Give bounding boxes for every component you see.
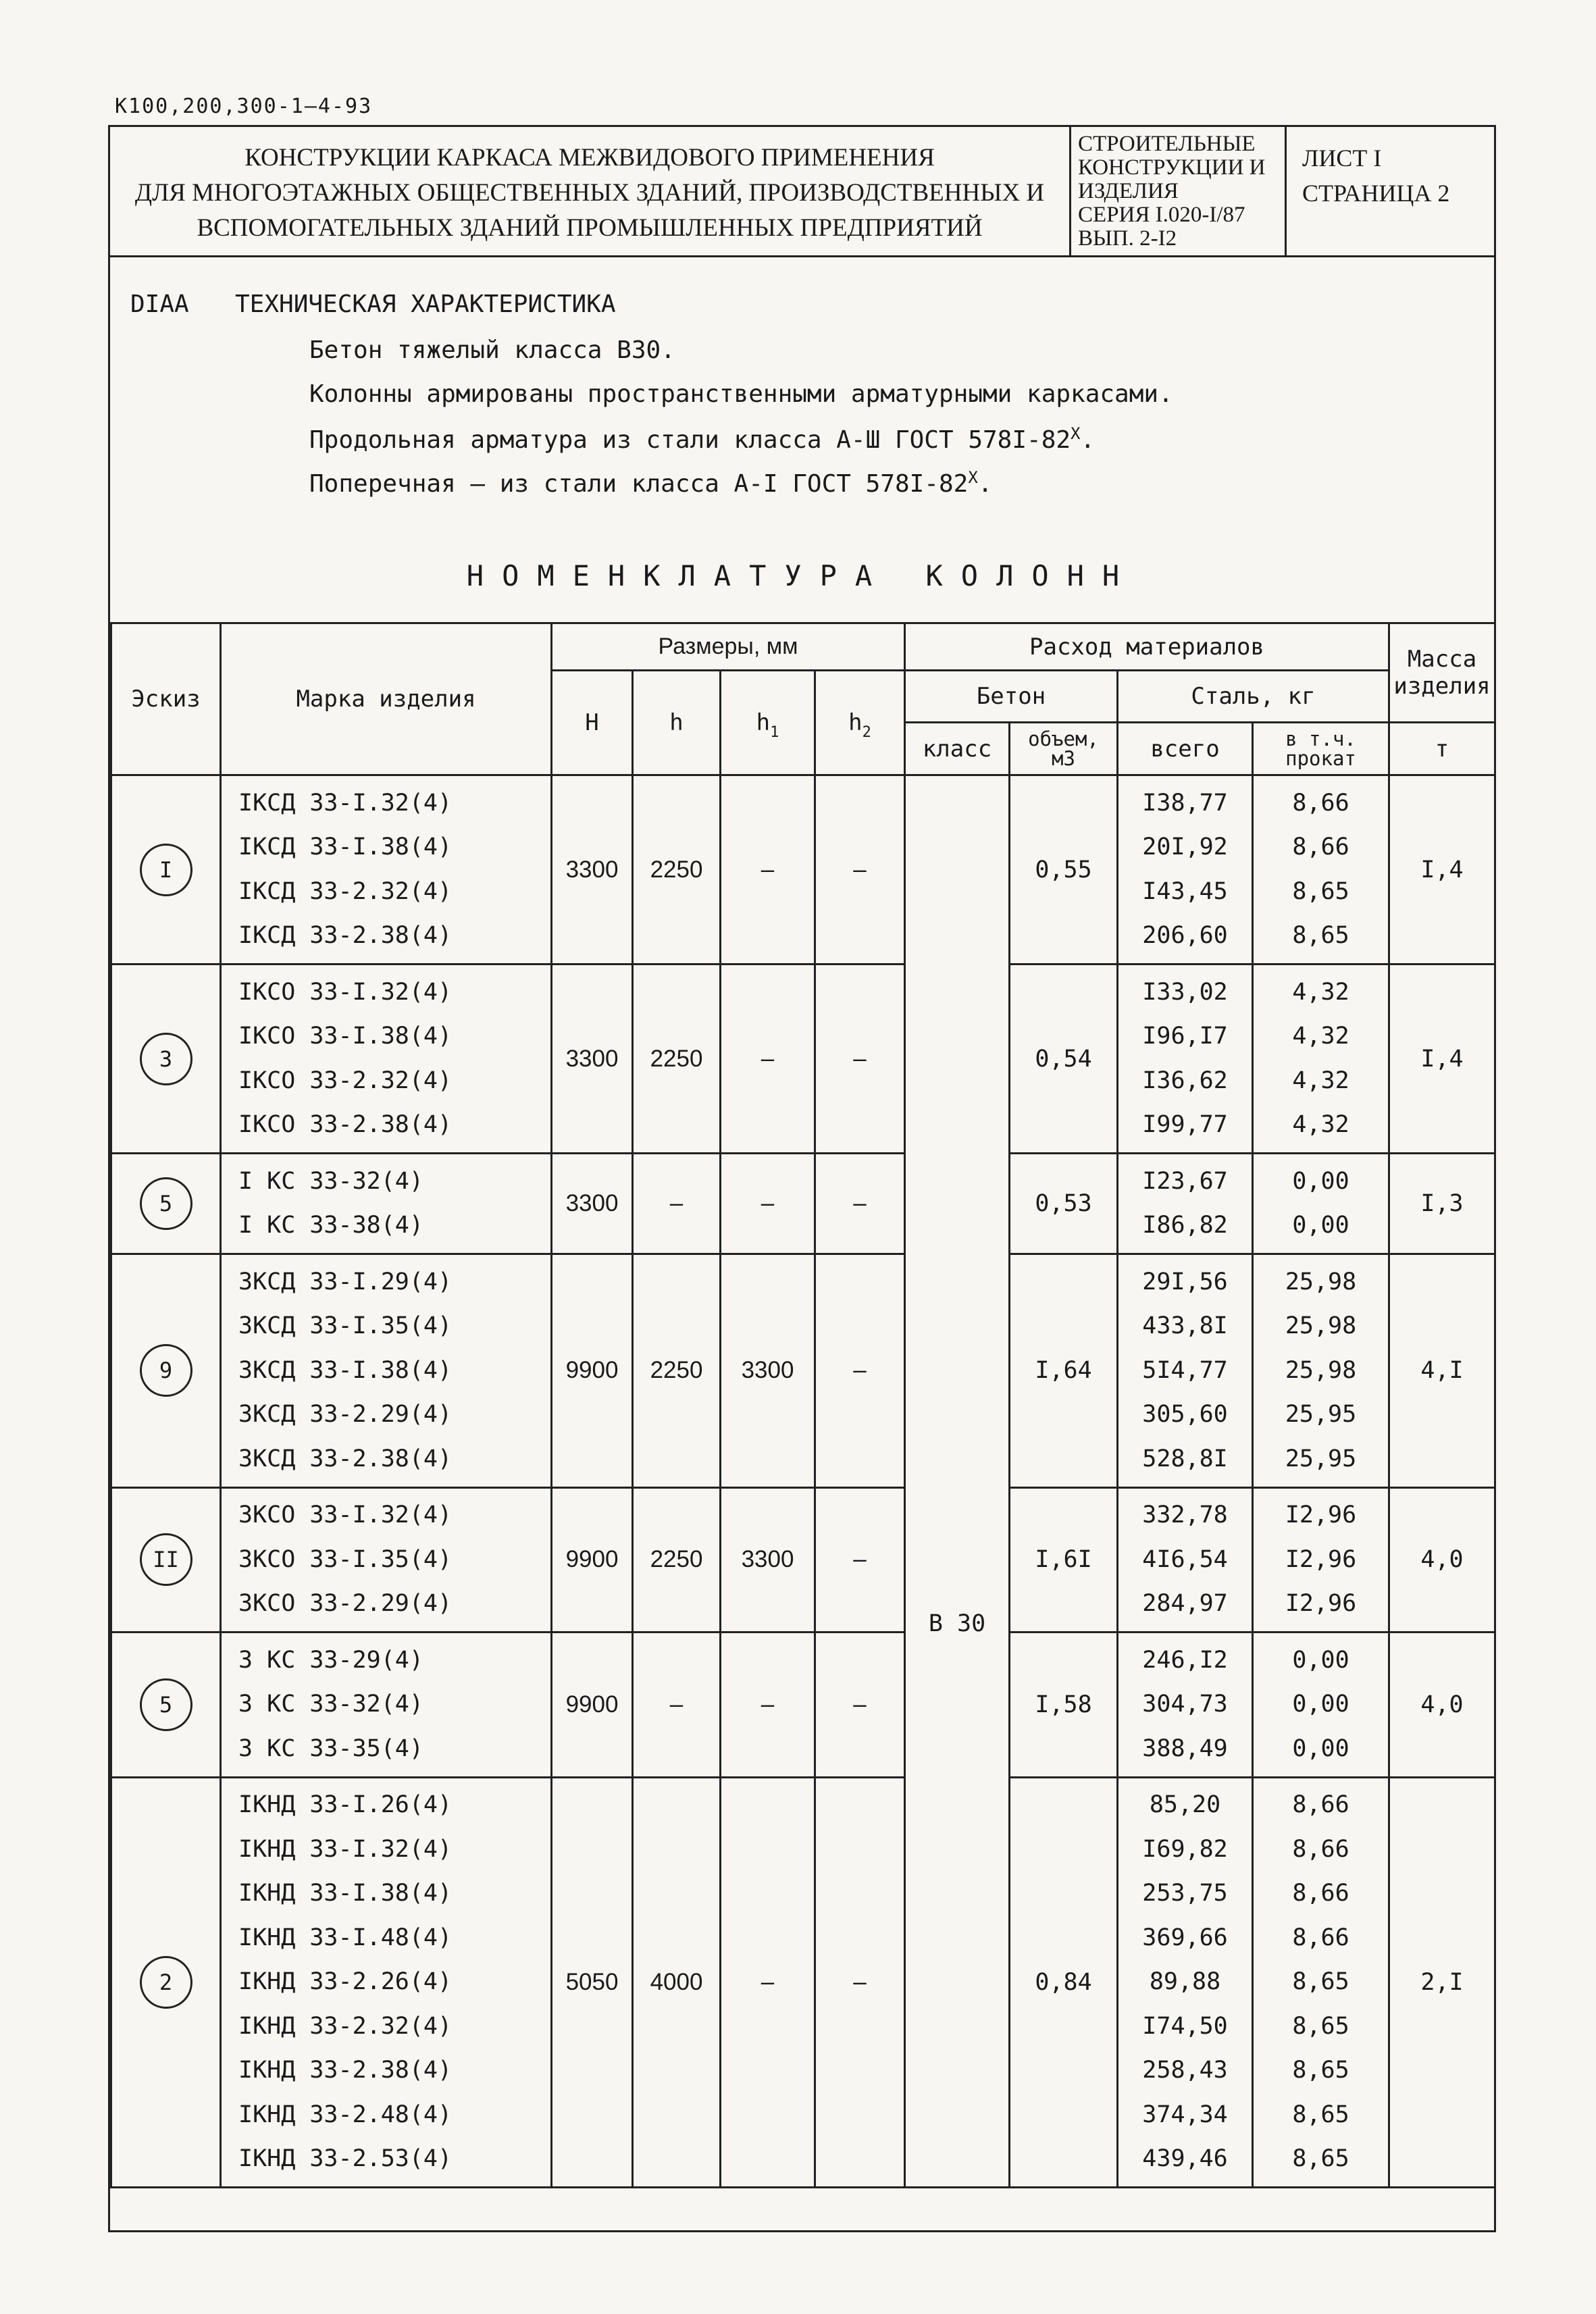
sheet-info <box>1302 140 1449 211</box>
steel-total: I36,62 <box>1142 1066 1228 1094</box>
concrete-volume: I,64 <box>1010 1254 1118 1488</box>
dim-h1: – <box>721 1777 815 2188</box>
steel-total-list <box>1118 1783 1252 2182</box>
concrete-volume: 0,54 <box>1010 965 1118 1154</box>
steel-rolled: 8,65 <box>1292 2057 1349 2084</box>
steel-total: 305,60 <box>1142 1401 1228 1428</box>
product-mark: 3КСД 33-I.35(4) <box>238 1312 453 1339</box>
product-mark: IКСО 33-I.32(4) <box>238 978 453 1006</box>
steel-total: 206,60 <box>1142 922 1228 949</box>
steel-rolled: 0,00 <box>1292 1646 1349 1674</box>
superscript: X <box>1071 424 1081 443</box>
steel-rolled-list <box>1254 971 1388 1148</box>
subscript: 2 <box>862 724 871 741</box>
header-materials: Расход материалов <box>905 623 1389 671</box>
header-class: класс <box>905 723 1010 775</box>
table-row <box>111 775 1495 965</box>
steel-total: 369,66 <box>1142 1924 1228 1951</box>
header-steel: Сталь, кг <box>1118 671 1389 723</box>
mark-cell <box>221 1154 552 1254</box>
product-mark-list <box>222 1260 550 1482</box>
columns-table <box>110 622 1496 2188</box>
concrete-volume: I,58 <box>1010 1632 1118 1778</box>
steel-total-cell <box>1118 1777 1253 2188</box>
dim-h: 4000 <box>633 1777 721 2188</box>
steel-rolled-list <box>1254 1783 1388 2182</box>
series-block <box>1069 127 1287 255</box>
steel-rolled: 8,65 <box>1292 2101 1349 2128</box>
sketch-cell <box>111 965 221 1154</box>
steel-rolled: 0,00 <box>1292 1691 1349 1718</box>
steel-rolled: 8,66 <box>1292 1835 1349 1863</box>
dim-h: 2250 <box>633 1487 721 1632</box>
product-mass: 4,0 <box>1389 1632 1495 1778</box>
product-mark: I КС 33-38(4) <box>238 1212 423 1239</box>
steel-rolled-cell <box>1253 965 1389 1154</box>
concrete-volume: I,6I <box>1010 1487 1118 1632</box>
steel-total-list <box>1118 1493 1252 1626</box>
product-mark: 3 КС 33-32(4) <box>238 1691 423 1718</box>
steel-rolled: 4,32 <box>1292 978 1349 1006</box>
steel-total: I99,77 <box>1142 1111 1228 1138</box>
product-mark: 3КСД 33-2.38(4) <box>238 1445 453 1472</box>
steel-rolled: 25,98 <box>1285 1356 1357 1384</box>
title-line: ДЛЯ МНОГОЭТАЖНЫХ ОБЩЕСТВЕННЫХ ЗДАНИЙ, ПРОИЗВОДСТВЕННЫХ И <box>134 179 1045 207</box>
steel-total-cell <box>1118 1254 1253 1488</box>
dim-h: – <box>633 1154 721 1254</box>
steel-rolled: I2,96 <box>1285 1501 1357 1528</box>
header-h2 <box>815 671 905 775</box>
concrete-volume: 0,84 <box>1010 1777 1118 2188</box>
product-mark: 3КСО 33-I.32(4) <box>238 1501 453 1528</box>
steel-rolled: 8,65 <box>1292 877 1349 905</box>
document-code: К100,200,300-1—4-93 <box>115 95 373 118</box>
title-block <box>110 127 1494 257</box>
series-line: ИЗДЕЛИЯ <box>1078 179 1179 203</box>
dim-h: – <box>633 1632 721 1778</box>
dim-h1: – <box>721 775 815 965</box>
product-mark: IКНД 33-I.48(4) <box>238 1924 453 1951</box>
steel-total-cell <box>1118 1154 1253 1254</box>
tech-line-longitudinal <box>309 424 1095 454</box>
header-mark: Марка изделия <box>221 623 552 775</box>
steel-rolled: 0,00 <box>1292 1167 1349 1195</box>
header-mass-unit: т <box>1389 723 1495 775</box>
header-sketch: Эскиз <box>111 623 221 775</box>
steel-rolled-cell <box>1253 1777 1389 2188</box>
header-concrete: Бетон <box>905 671 1118 723</box>
steel-total: 374,34 <box>1142 2101 1228 2128</box>
header-h: h <box>633 671 721 775</box>
product-mark: IКНД 33-2.48(4) <box>238 2101 453 2128</box>
steel-total-cell <box>1118 1632 1253 1778</box>
product-mark: IКНД 33-I.26(4) <box>238 1791 453 1818</box>
steel-total: 528,8I <box>1142 1445 1228 1472</box>
dim-h1: 3300 <box>721 1254 815 1488</box>
steel-total-list <box>1118 781 1252 958</box>
product-mark: 3 КС 33-29(4) <box>238 1646 423 1674</box>
steel-rolled-cell <box>1253 775 1389 965</box>
steel-total: 332,78 <box>1142 1501 1228 1528</box>
mark-cell <box>221 775 552 965</box>
steel-rolled-list <box>1254 1493 1388 1626</box>
steel-total: I96,I7 <box>1142 1023 1228 1050</box>
sketch-number: 5 <box>140 1177 192 1230</box>
steel-total-list <box>1118 1639 1252 1772</box>
period: . <box>1080 426 1096 454</box>
tech-line-reinforcement: Колонны армированы пространственными арматурными каркасами. <box>309 380 1173 408</box>
steel-rolled: 8,65 <box>1292 2145 1349 2172</box>
series-line: КОНСТРУКЦИИ И <box>1078 155 1266 180</box>
dim-h1: 3300 <box>721 1487 815 1632</box>
product-mark: 3КСД 33-I.38(4) <box>238 1356 453 1384</box>
steel-rolled: 8,66 <box>1292 833 1349 860</box>
steel-total: I23,67 <box>1142 1167 1228 1195</box>
product-mass: 4,0 <box>1389 1487 1495 1632</box>
steel-rolled: 4,32 <box>1292 1023 1349 1050</box>
steel-total: 433,8I <box>1142 1312 1228 1339</box>
sheet-frame <box>108 125 1496 2232</box>
table-row <box>111 1632 1495 1778</box>
dim-h2: – <box>815 1254 905 1488</box>
steel-total: 388,49 <box>1142 1734 1228 1762</box>
dim-H: 3300 <box>552 965 633 1154</box>
steel-rolled: 0,00 <box>1292 1212 1349 1239</box>
product-mass: I,4 <box>1389 775 1495 965</box>
steel-total: 20I,92 <box>1142 833 1228 860</box>
mark-cell <box>221 1632 552 1778</box>
product-mark: IКНД 33-2.32(4) <box>238 2012 453 2040</box>
steel-rolled-list <box>1254 781 1388 958</box>
steel-total-cell <box>1118 1487 1253 1632</box>
steel-rolled: 8,65 <box>1292 1968 1349 1995</box>
steel-total: 284,97 <box>1142 1590 1228 1617</box>
steel-rolled: 4,32 <box>1292 1066 1349 1094</box>
product-mark: IКНД 33-2.53(4) <box>238 2145 453 2172</box>
tech-line-transverse <box>309 468 992 498</box>
product-mark-list <box>222 1160 550 1248</box>
product-mark: IКСО 33-I.38(4) <box>238 1023 453 1050</box>
table-row <box>111 965 1495 1154</box>
steel-rolled-cell <box>1253 1254 1389 1488</box>
table-body <box>111 775 1495 2188</box>
steel-total: 304,73 <box>1142 1691 1228 1718</box>
product-mark: IКСД 33-2.38(4) <box>238 922 453 949</box>
steel-rolled-cell <box>1253 1632 1389 1778</box>
steel-total: I43,45 <box>1142 877 1228 905</box>
sketch-cell <box>111 1777 221 2188</box>
tech-text: Продольная арматура из стали класса А-Ш ГОСТ 578I-82 <box>309 426 1071 454</box>
sketch-number: II <box>140 1533 192 1586</box>
product-mark: 3КСД 33-I.29(4) <box>238 1268 453 1295</box>
product-mark: IКНД 33-2.26(4) <box>238 1968 453 1995</box>
steel-rolled: 8,66 <box>1292 1791 1349 1818</box>
page-number: СТРАНИЦА 2 <box>1302 180 1450 207</box>
period: . <box>977 470 993 498</box>
product-mark-list <box>222 1639 550 1772</box>
steel-total: 85,20 <box>1149 1791 1221 1818</box>
product-mass: I,4 <box>1389 965 1495 1154</box>
dim-h2: – <box>815 1632 905 1778</box>
steel-total: I33,02 <box>1142 978 1228 1006</box>
steel-total: I74,50 <box>1142 2012 1228 2040</box>
table-row <box>111 1254 1495 1488</box>
product-mark: IКСО 33-2.32(4) <box>238 1066 453 1094</box>
document-title <box>110 140 1069 246</box>
table-row <box>111 1154 1495 1254</box>
product-mass: 4,I <box>1389 1254 1495 1488</box>
product-mark-list <box>222 781 550 958</box>
concrete-volume: 0,53 <box>1010 1154 1118 1254</box>
table-row <box>111 1777 1495 2188</box>
dim-h: 2250 <box>633 965 721 1154</box>
product-mark-list <box>222 971 550 1148</box>
steel-rolled: 25,98 <box>1285 1312 1357 1339</box>
product-mark: IКСД 33-I.32(4) <box>238 789 453 817</box>
mark-cell <box>221 1487 552 1632</box>
product-mark: 3КСД 33-2.29(4) <box>238 1401 453 1428</box>
h-letter: h <box>756 709 771 736</box>
steel-rolled: 4,32 <box>1292 1111 1349 1138</box>
product-mark: IКНД 33-2.38(4) <box>238 2057 453 2084</box>
steel-total-cell <box>1118 775 1253 965</box>
header-h1 <box>721 671 815 775</box>
tech-text: Поперечная – из стали класса А-I ГОСТ 578I-82 <box>309 470 969 498</box>
dim-H: 3300 <box>552 1154 633 1254</box>
dim-h1: – <box>721 1154 815 1254</box>
sketch-number: I <box>140 844 192 896</box>
steel-total: 253,75 <box>1142 1880 1228 1907</box>
steel-rolled: 8,66 <box>1292 1924 1349 1951</box>
product-mark: IКСО 33-2.38(4) <box>238 1111 453 1138</box>
header-steel-rolled: в т.ч. прокат <box>1253 723 1389 775</box>
dim-H: 9900 <box>552 1254 633 1488</box>
sketch-number: 5 <box>140 1678 192 1731</box>
header-dimensions: Размеры, мм <box>552 623 905 671</box>
sketch-cell <box>111 1254 221 1488</box>
sketch-cell <box>111 775 221 965</box>
dim-h2: – <box>815 1777 905 2188</box>
steel-rolled: I2,96 <box>1285 1545 1357 1573</box>
steel-total: 246,I2 <box>1142 1646 1228 1674</box>
title-line: КОНСТРУКЦИИ КАРКАСА МЕЖВИДОВОГО ПРИМЕНЕНИЯ <box>244 144 935 172</box>
sketch-number: 2 <box>140 1956 192 2009</box>
dim-h1: – <box>721 1632 815 1778</box>
steel-rolled-list <box>1254 1639 1388 1772</box>
steel-rolled: 25,95 <box>1285 1401 1357 1428</box>
steel-rolled: 8,66 <box>1292 789 1349 817</box>
series-line: СЕРИЯ I.020-I/87 <box>1078 203 1245 227</box>
sketch-number: 3 <box>140 1033 192 1085</box>
steel-total: I69,82 <box>1142 1835 1228 1863</box>
product-mark: IКСД 33-2.32(4) <box>238 877 453 905</box>
title-line: ВСПОМОГАТЕЛЬНЫХ ЗДАНИЙ ПРОМЫШЛЕННЫХ ПРЕДПРИЯТИЙ <box>197 214 983 242</box>
product-mark: IКСД 33-I.38(4) <box>238 833 453 860</box>
steel-rolled-cell <box>1253 1154 1389 1254</box>
steel-total-list <box>1118 1160 1252 1248</box>
sketch-cell <box>111 1154 221 1254</box>
mark-cell <box>221 1254 552 1488</box>
steel-total: I38,77 <box>1142 789 1228 817</box>
steel-rolled: I2,96 <box>1285 1590 1357 1617</box>
steel-total-list <box>1118 971 1252 1148</box>
dim-H: 9900 <box>552 1632 633 1778</box>
dim-h2: – <box>815 965 905 1154</box>
steel-rolled-cell <box>1253 1487 1389 1632</box>
steel-total: 258,43 <box>1142 2057 1228 2084</box>
product-mark: IКНД 33-I.32(4) <box>238 1835 453 1863</box>
header-H: Н <box>552 671 633 775</box>
dim-H: 5050 <box>552 1777 633 2188</box>
steel-rolled: 8,65 <box>1292 922 1349 949</box>
steel-rolled: 0,00 <box>1292 1734 1349 1762</box>
nomenclature-title: НОМЕНКЛАТУРА КОЛОНН <box>466 559 1138 592</box>
tech-heading: ТЕХНИЧЕСКАЯ ХАРАКТЕРИСТИКА <box>235 290 616 318</box>
header-mass: Масса изделия <box>1389 623 1495 723</box>
dim-H: 3300 <box>552 775 633 965</box>
sketch-cell <box>111 1487 221 1632</box>
product-mark: I КС 33-32(4) <box>238 1167 423 1195</box>
product-mass: 2,I <box>1389 1777 1495 2188</box>
product-mark: 3 КС 33-35(4) <box>238 1734 423 1762</box>
steel-rolled: 25,95 <box>1285 1445 1357 1472</box>
steel-total: 4I6,54 <box>1142 1545 1228 1573</box>
dim-h2: – <box>815 1154 905 1254</box>
product-mark-list <box>222 1493 550 1626</box>
dim-h2: – <box>815 1487 905 1632</box>
mark-cell <box>221 1777 552 2188</box>
steel-total-cell <box>1118 965 1253 1154</box>
series-line: ВЫП. 2-I2 <box>1078 226 1177 251</box>
tech-code: DIAA <box>130 290 189 318</box>
series-line: СТРОИТЕЛЬНЫЕ <box>1078 132 1256 156</box>
concrete-volume: 0,55 <box>1010 775 1118 965</box>
tech-line-concrete: Бетон тяжелый класса В30. <box>309 336 675 364</box>
steel-rolled: 25,98 <box>1285 1268 1357 1295</box>
dim-h1: – <box>721 965 815 1154</box>
concrete-class: В 30 <box>905 775 1010 2188</box>
product-mark-list <box>222 1783 550 2182</box>
steel-total: 29I,56 <box>1142 1268 1228 1295</box>
superscript: X <box>968 468 978 487</box>
product-mass: I,3 <box>1389 1154 1495 1254</box>
steel-total-list <box>1118 1260 1252 1482</box>
dim-h: 2250 <box>633 775 721 965</box>
table-row <box>111 1487 1495 1632</box>
sheet-number: ЛИСТ I <box>1302 145 1382 172</box>
steel-rolled: 8,65 <box>1292 2012 1349 2040</box>
sketch-cell <box>111 1632 221 1778</box>
mark-cell <box>221 965 552 1154</box>
subscript: 1 <box>770 724 779 741</box>
steel-rolled-list <box>1254 1260 1388 1482</box>
h-letter: h <box>848 709 863 736</box>
steel-total: 5I4,77 <box>1142 1356 1228 1384</box>
header-steel-total: всего <box>1118 723 1253 775</box>
steel-total: I86,82 <box>1142 1212 1228 1239</box>
dim-h2: – <box>815 775 905 965</box>
product-mark: 3КСО 33-I.35(4) <box>238 1545 453 1573</box>
dim-H: 9900 <box>552 1487 633 1632</box>
sketch-number: 9 <box>140 1344 192 1397</box>
product-mark: IКНД 33-I.38(4) <box>238 1880 453 1907</box>
steel-total: 89,88 <box>1149 1968 1221 1995</box>
steel-rolled-list <box>1254 1160 1388 1248</box>
steel-total: 439,46 <box>1142 2145 1228 2172</box>
header-volume: объем, м3 <box>1010 723 1118 775</box>
product-mark: 3КСО 33-2.29(4) <box>238 1590 453 1617</box>
steel-rolled: 8,66 <box>1292 1880 1349 1907</box>
dim-h: 2250 <box>633 1254 721 1488</box>
